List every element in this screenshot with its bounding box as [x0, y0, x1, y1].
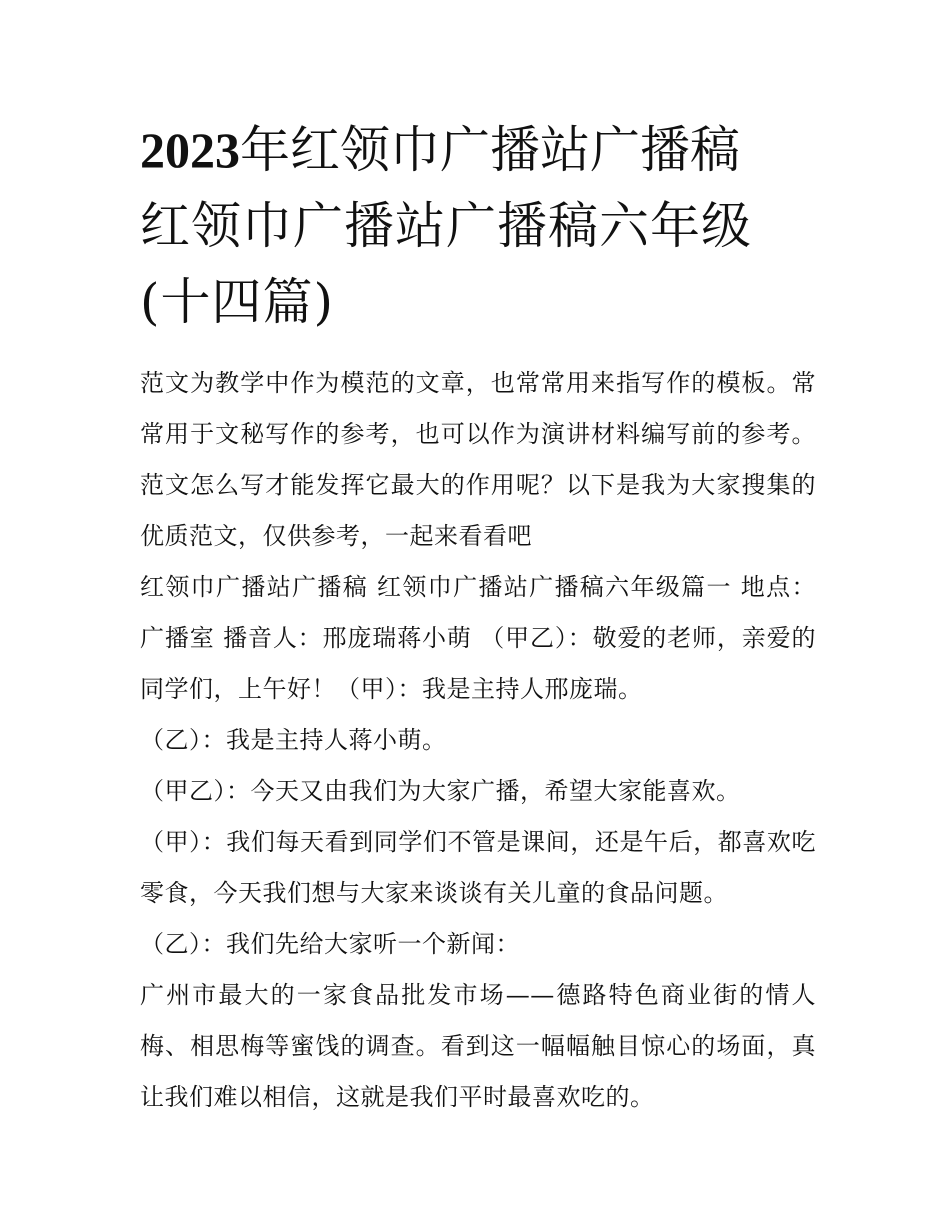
paragraph-host-yi: （乙）：我是主持人蒋小萌。: [140, 726, 447, 754]
title-line-2: 红领巾广播站广播稿六年级(十四篇): [140, 197, 752, 331]
paragraph-intro: 范文为教学中作为模范的文章，也常常用来指写作的模板。常常用于文秘写作的参考，也可以作为演讲材料编写前的参考。范文怎么写才能发挥它最大的作用呢？以下是我为大家搜集的优质范文，仅供参考，一起来看看吧: [140, 369, 816, 550]
title-year: 2023: [140, 122, 240, 178]
title-line-1-text: 年红领巾广播站广播稿: [240, 121, 740, 179]
paragraph-news: 广州市最大的一家食品批发市场——德路特色商业街的情人梅、相思梅等蜜饯的调查。看到这一幅幅触目惊心的场面，真让我们难以相信，这就是我们平时最喜欢吃的。: [140, 981, 816, 1111]
paragraph-opening: 红领巾广播站广播稿 红领巾广播站广播稿六年级篇一 地点：广播室 播音人：邢庞瑞蒋小萌 （甲乙）：敬爱的老师，亲爱的同学们，上午好！（甲）：我是主持人邢庞瑞。: [140, 573, 816, 703]
paragraph-hosts-together: （甲乙）：今天又由我们为大家广播，希望大家能喜欢。: [140, 777, 741, 805]
paragraph-host-jia: （甲）：我们每天看到同学们不管是课间，还是午后，都喜欢吃零食，今天我们想与大家来谈谈有关儿童的食品问题。: [140, 828, 816, 907]
title-line-1: [140, 112, 816, 188]
document-title: [140, 112, 816, 340]
paragraph-news-intro: （乙）：我们先给大家听一个新闻：: [140, 930, 520, 958]
document-page: [140, 112, 816, 1123]
